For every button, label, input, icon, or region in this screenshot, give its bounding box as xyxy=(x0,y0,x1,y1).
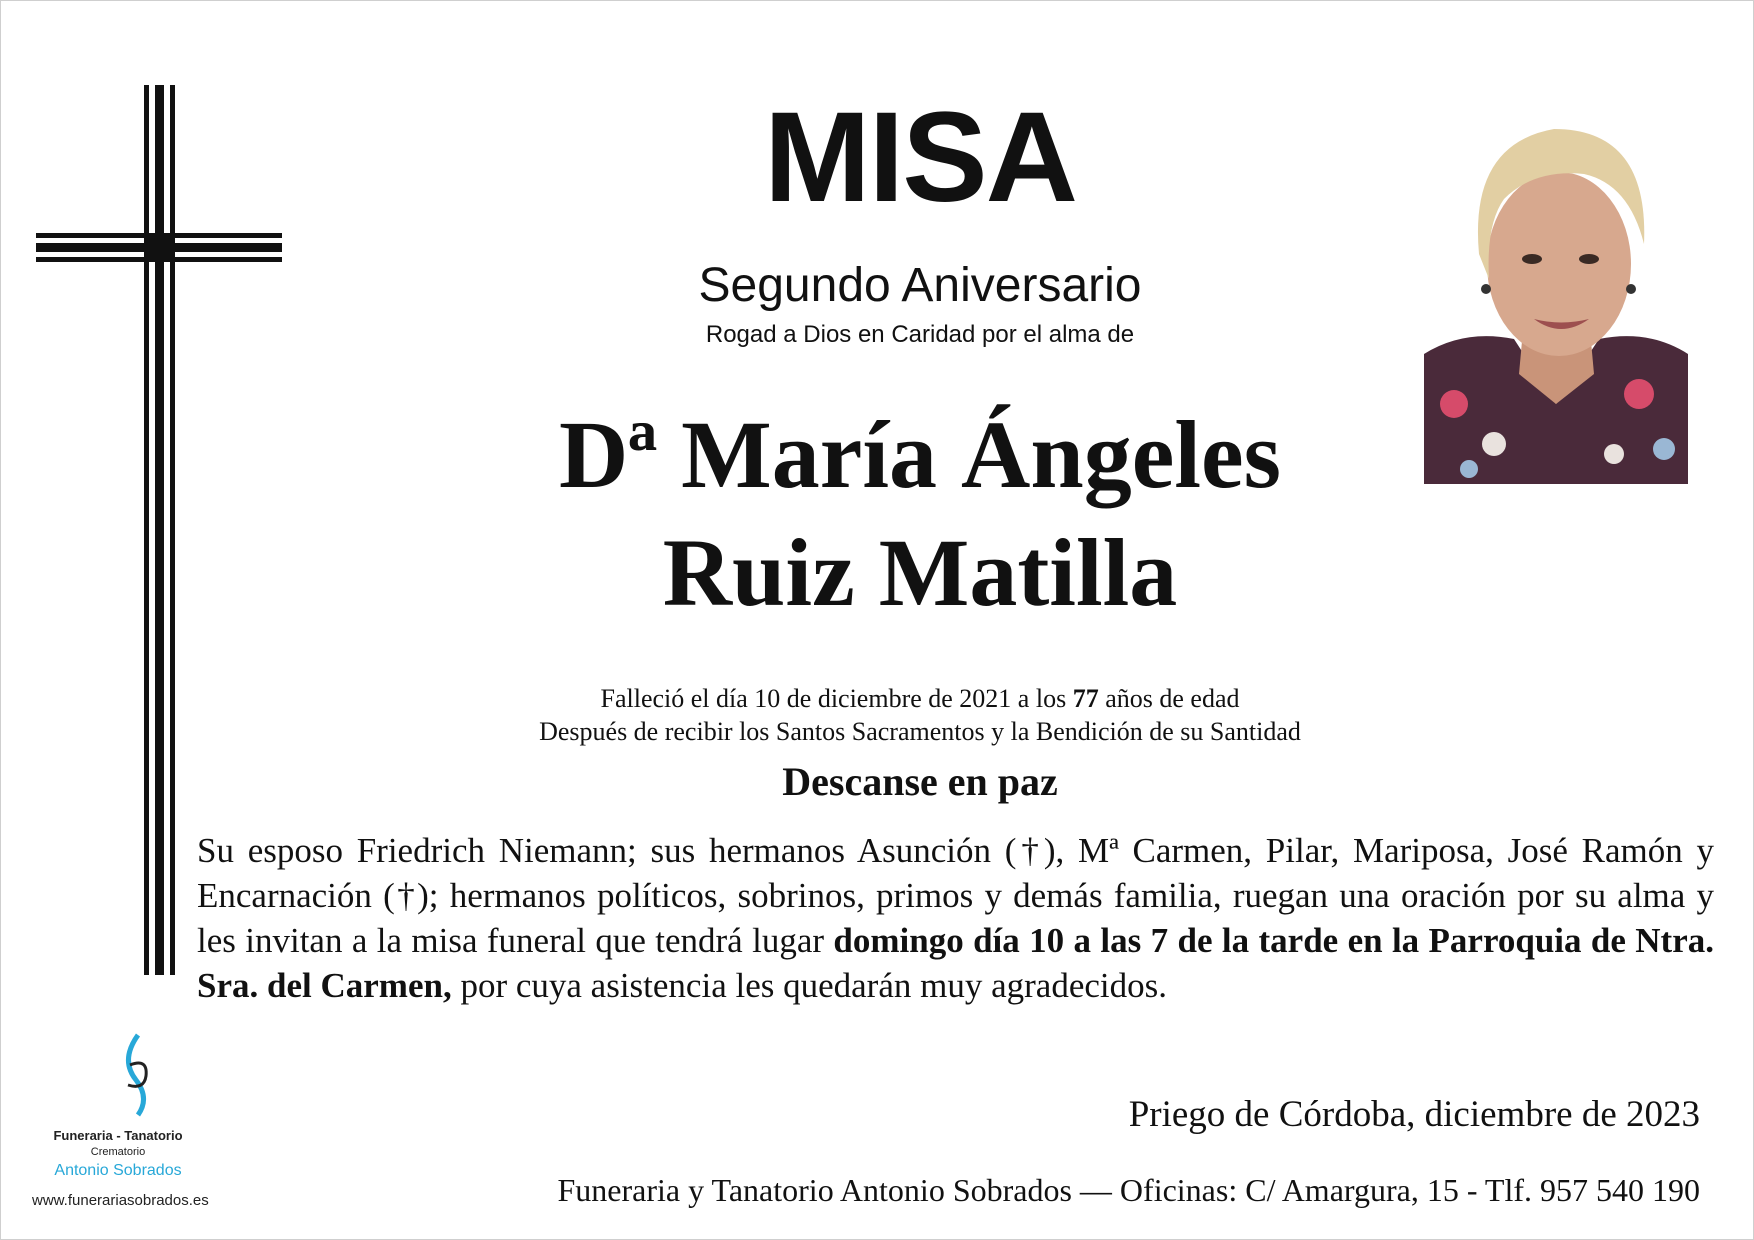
logo-line1: Funeraria - Tanatorio xyxy=(53,1128,183,1143)
logo-line3: Antonio Sobrados xyxy=(54,1162,182,1179)
family-announcement xyxy=(197,828,1714,1008)
subtitle: Segundo Aniversario xyxy=(698,259,1142,312)
funeraria-logo xyxy=(28,1030,238,1210)
website-url: www.funerariasobrados.es xyxy=(32,1192,209,1209)
rest-in-peace: Descanse en paz xyxy=(782,759,1058,804)
page-title: MISA xyxy=(764,86,1076,229)
announcement-closing: por cuya asistencia les quedarán muy agradecidos. xyxy=(451,966,1167,1005)
funeral-home-footer: Funeraria y Tanatorio Antonio Sobrados — Oficinas: C/ Amargura, 15 - Tlf. 957 540 190 xyxy=(557,1172,1700,1208)
logo-line2: Crematorio xyxy=(90,1146,146,1158)
announcement-text: Su esposo Friedrich Niemann; sus hermanos Asunción (†), Mª Carmen, Pilar, Mariposa, José Ramón y Encarnación (†); hermanos políticos, sobrinos, primos y demás familia, ruegan una oración por su alma y les invitan a la misa funeral que tendrá lugar xyxy=(197,831,1714,960)
sacraments-line: Después de recibir los Santos Sacramentos y la Bendición de su Santidad xyxy=(539,717,1301,746)
place-date: Priego de Córdoba, diciembre de 2023 xyxy=(1128,1094,1700,1135)
death-date-line xyxy=(440,683,1400,715)
deceased-name-line2: Ruiz Matilla xyxy=(662,519,1178,626)
age-value: 77 xyxy=(1072,684,1099,713)
portrait-photo xyxy=(1424,104,1688,484)
age-suffix: años de edad xyxy=(1098,684,1240,713)
deceased-name-line1: Dª María Ángeles xyxy=(559,401,1281,508)
mass-details: domingo día 10 a las 7 de la tarde en la Parroquia de Ntra. Sra. del Carmen, xyxy=(197,921,1714,1005)
funeraria-logo-icon xyxy=(108,1030,168,1120)
intro-text: Rogad a Dios en Caridad por el alma de xyxy=(705,321,1135,348)
death-date-text: Falleció el día 10 de diciembre de 2021 a los xyxy=(600,684,1073,713)
